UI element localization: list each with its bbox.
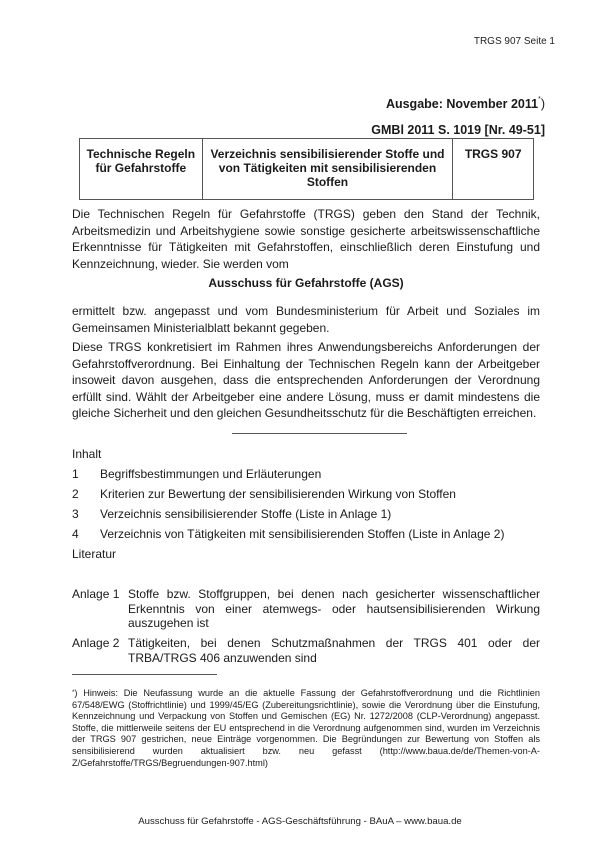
footnote-paren: ) [74,688,78,698]
title-table-regulation-type: Technische Regeln für Gefahrstoffe [80,139,203,200]
annex-label: Anlage 1 [72,587,120,601]
footnote-marker: * [72,690,75,696]
toc-item-number: 2 [72,487,79,501]
toc-item-label: Verzeichnis sensibilisierender Stoffe (Liste in Anlage 1) [100,507,392,521]
toc-item[interactable] [72,527,552,541]
issue-date [386,97,545,111]
toc-item-label: Kriterien zur Bewertung der sensibilisierenden Wirkung von Stoffen [100,487,456,501]
annex-description: Tätigkeiten, bei denen Schutzmaßnahmen der TRGS 401 oder der TRBA/TRGS 406 anzuwenden sind [128,636,540,665]
toc-title: Inhalt [72,447,102,461]
page-header: TRGS 907 Seite 1 [473,36,555,47]
intro-paragraph-2: ermittelt bzw. angepasst und vom Bundesministerium für Arbeit und Soziales im Gemeinsamen Ministerialblatt bekannt gegeben. [72,304,540,335]
page-footer: Ausschuss für Gefahrstoffe - AGS-Geschäftsführung - BAuA – www.baua.de [138,816,462,827]
toc-literature[interactable]: Literatur [72,547,117,561]
title-table-document-number: TRGS 907 [453,139,534,200]
toc-item[interactable] [72,487,552,501]
toc-item[interactable] [72,507,552,521]
toc-item[interactable] [72,467,552,481]
toc-item-number: 3 [72,507,79,521]
annex-description: Stoffe bzw. Stoffgruppen, bei denen nach gesicherter wissenschaftlicher Erkenntnis von einer atemwegs- oder hautsensibilisierenden Wirkung auszugehen ist [128,587,540,630]
section-divider [232,433,407,434]
annex-label: Anlage 2 [72,636,120,650]
title-table-document-title: Verzeichnis sensibilisierender Stoffe und von Tätigkeiten mit sensibilisierenden Stoffen [202,139,453,200]
footnote-text: Hinweis: Die Neufassung wurde an die aktuelle Fassung der Gefahrstoffverordnung und die Richtlinien 67/548/EWG (Stoffrichtlinie) und 1999/45/EG (Zubereitungsrichtlinie), sowie die Verordnung über die Einstufung, Kennzeichnung und Verpackung von Stoffen und Gemischen (EG) Nr. 1272/2008 (CLP-Verordnung) angepasst. Stoffe, die mittlerweile seitens der EU entsprechend in die Verordnung aufgenommen sind, wurden im Verzeichnis der TRGS 907 gestrichen, neue Einträge vorgenommen. Die Begründungen zur Bewertung von Stoffen als sensibilisierend wurden aktualisiert bzw. neu gefasst (http://www.baua.de/de/Themen-von-A-Z/Gefahrstoffe/TRGS/Begruendungen-907.html) [72,688,540,768]
toc-item-number: 1 [72,467,79,481]
committee-heading: Ausschuss für Gefahrstoffe (AGS) [208,276,404,290]
toc-annex-2[interactable] [72,636,540,665]
intro-paragraph-3: Diese TRGS konkretisiert im Rahmen ihres Anwendungsbereichs Anforderungen der Gefahrstoffverordnung. Bei Einhaltung der Technischen Regeln kann der Arbeitgeber insoweit davon ausgehen, dass die entsprechenden Anforderungen der Verordnung erfüllt sind. Wählt der Arbeitgeber eine andere Lösung, muss er damit mindestens die gleiche Sicherheit und den gleichen Gesundheitsschutz für die Beschäftigten erreichen. [72,340,540,421]
intro-paragraph-1: Die Technischen Regeln für Gefahrstoffe (TRGS) geben den Stand der Technik, Arbeitsmedizin und Arbeitshygiene sowie sonstige gesicherte arbeitswissenschaftliche Erkenntnisse für Tätigkeiten mit Gefahrstoffen, einschließlich deren Einstufung und Kennzeichnung, wieder. Sie werden vom [72,207,540,271]
toc-item-label: Begriffsbestimmungen und Erläuterungen [100,467,322,481]
footnote [72,688,540,769]
issue-date-label: Ausgabe: November 2011 [385,97,539,111]
footnote-paren: ) [540,97,545,111]
footnote-separator [72,674,217,675]
footnote-marker[interactable]: * [538,96,541,103]
toc-item-label: Verzeichnis von Tätigkeiten mit sensibilisierenden Stoffen (Liste in Anlage 2) [100,527,505,541]
toc-annex-1[interactable] [72,587,540,631]
publication-reference: GMBl 2011 S. 1019 [Nr. 49-51] [371,123,545,137]
toc-item-number: 4 [72,527,79,541]
title-table [79,138,534,200]
